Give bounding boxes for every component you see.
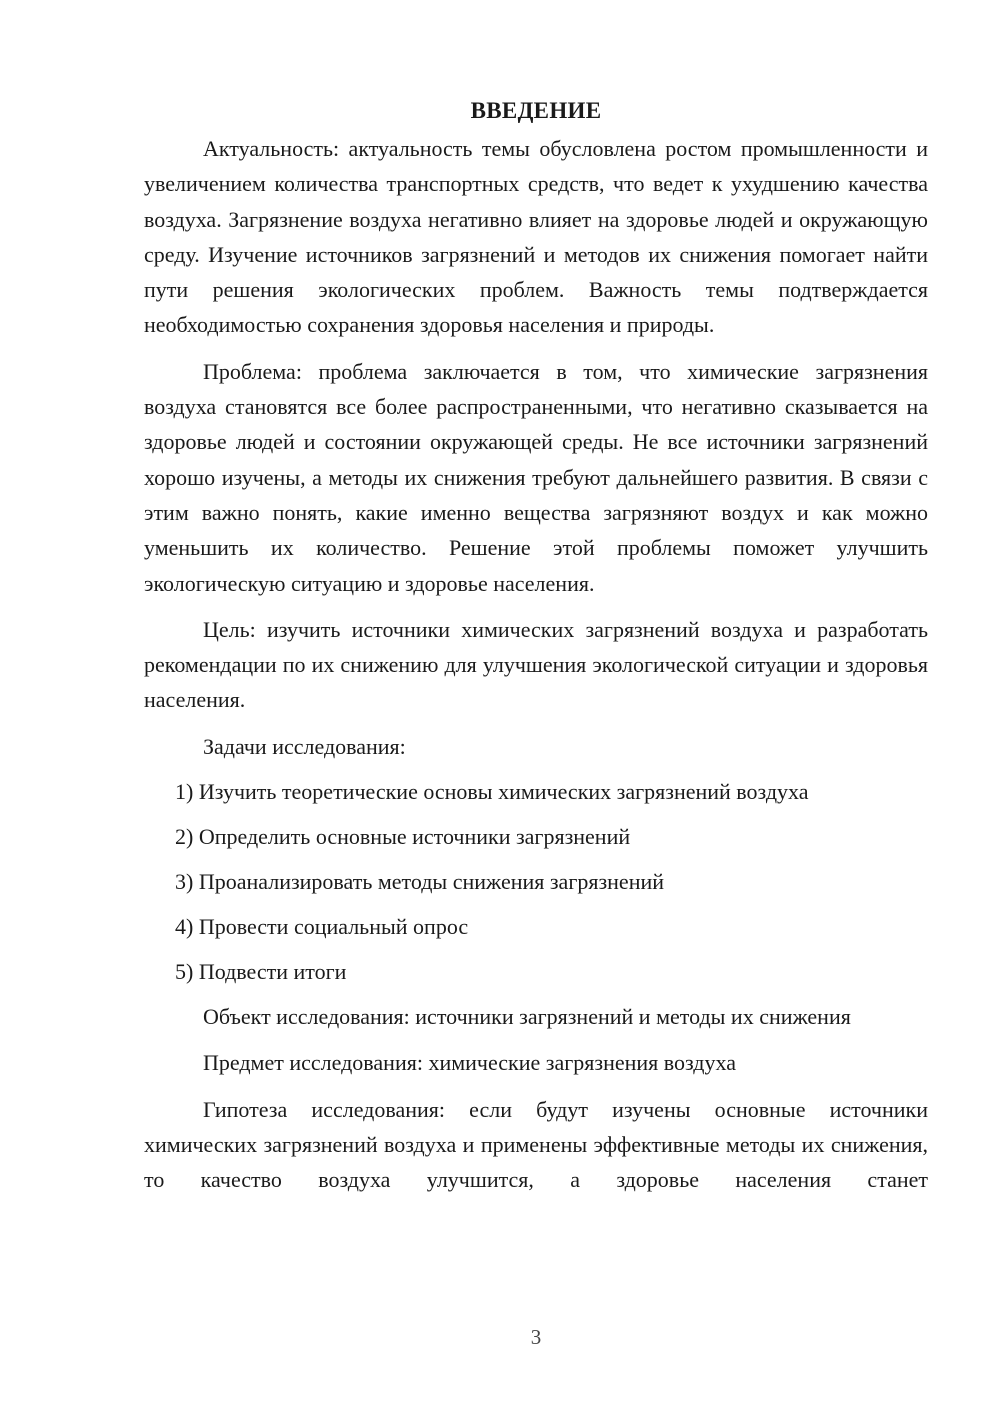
tasks-title: Задачи исследования: bbox=[203, 733, 406, 759]
tasks-list bbox=[144, 774, 928, 989]
page-title: ВВЕДЕНИЕ bbox=[470, 98, 602, 123]
goal-paragraph: Цель: изучить источники химических загрязнений воздуха и разработать рекомендации по их снижению для улучшения экологической ситуации и здоровья населения. bbox=[144, 616, 928, 713]
problem-paragraph: Проблема: проблема заключается в том, что химические загрязнения воздуха становятся все более распространенными, что негативно сказывается на здоровье людей и состоянии окружающей среды. Не все источники загрязнений хорошо изучены, а методы их снижения требуют дальнейшего развития. В связи с этим важно понять, какие именно вещества загрязняют воздух и как можно уменьшить их количество. Решение этой проблемы поможет улучшить экологическую ситуацию и здоровье населения. bbox=[144, 358, 928, 596]
task-item-1: 1) Изучить теоретические основы химических загрязнений воздуха bbox=[175, 779, 809, 805]
task-item-5: 5) Подвести итоги bbox=[175, 959, 347, 985]
subject-paragraph: Предмет исследования: химические загрязнения воздуха bbox=[203, 1050, 736, 1076]
object-paragraph: Объект исследования: источники загрязнений и методы их снижения bbox=[203, 1004, 851, 1030]
page-number: 3 bbox=[530, 1325, 542, 1349]
document-page bbox=[144, 95, 928, 1198]
task-item-4: 4) Провести социальный опрос bbox=[175, 914, 469, 940]
relevance-paragraph: Актуальность: актуальность темы обусловлена ростом промышленности и увеличением количества транспортных средств, что ведет к ухудшению качества воздуха. Загрязнение воздуха негативно влияет на здоровье людей и окружающую среду. Изучение источников загрязнений и методов их снижения помогает найти пути решения экологических проблем. Важность темы подтверждается необходимостью сохранения здоровья населения и природы. bbox=[144, 136, 928, 338]
task-item-3: 3) Проанализировать методы снижения загрязнений bbox=[175, 869, 665, 895]
hypothesis-paragraph: Гипотеза исследования: если будут изучены основные источники химических загрязнений воздуха и применены эффективные методы их снижения, то качество воздуха улучшится, а здоровье населения станет bbox=[144, 1096, 928, 1193]
task-item-2: 2) Определить основные источники загрязнений bbox=[175, 824, 631, 850]
